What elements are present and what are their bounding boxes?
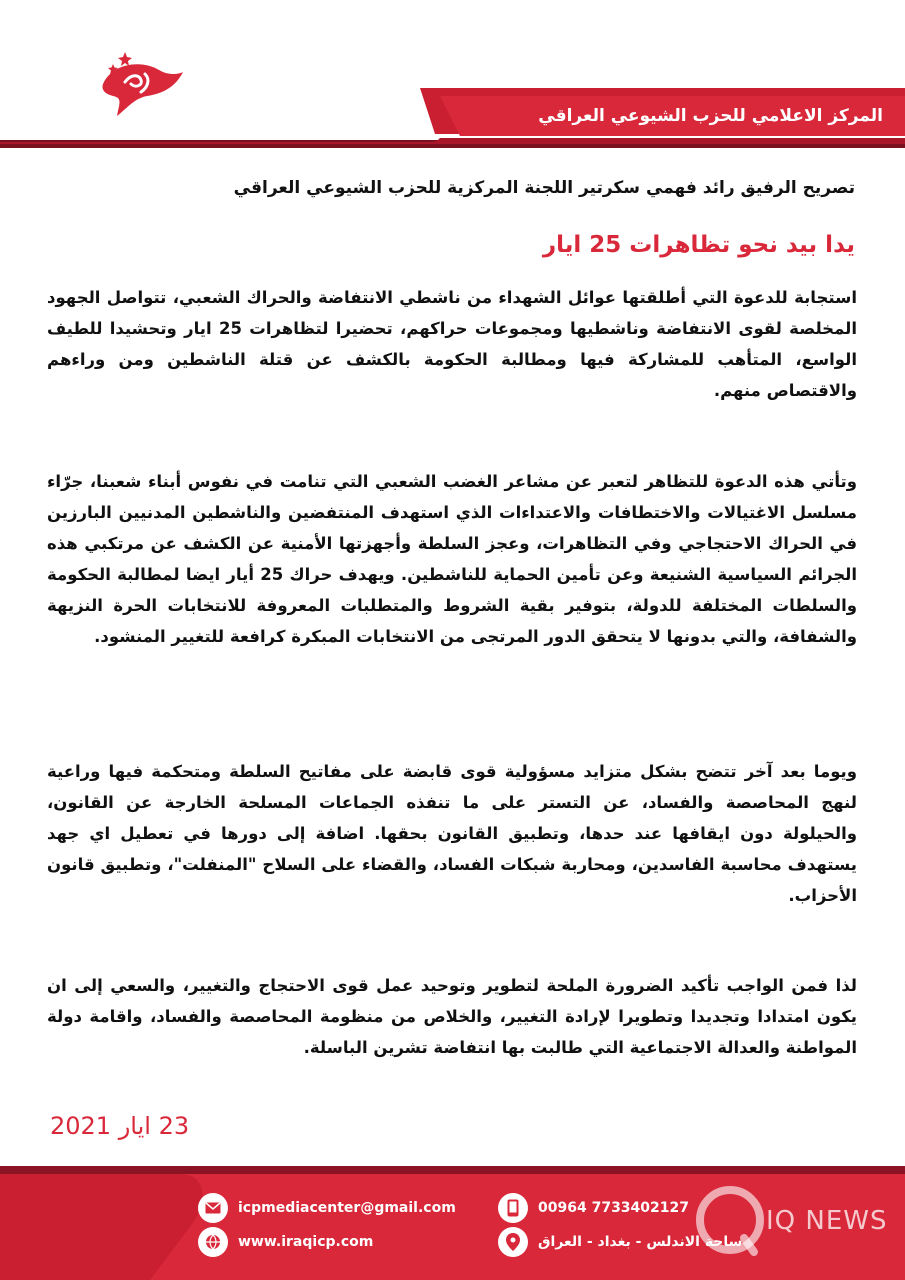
body-paragraph-3: ويوما بعد آخر تتضح بشكل متزايد مسؤولية قوى قابضة على مفاتيح السلطة ومتحكمة فيها وراعية لنهج المحاصصة والفساد، عن التستر على ما تنفذه الجماعات المسلحة الخارجة عن القانون، والحيلولة دون ايقافها عند حدها، وتطبيق القانون بحقها. اضافة إلى دورها في تعطيل اي جهد يستهدف محاسبة الفاسدين، ومحاربة شبكات الفساد، والقضاء على السلاح "المنفلت"، وتطبيق قانون الأحزاب. <box>47 762 857 905</box>
footer-phone[interactable] <box>498 1193 689 1223</box>
phone-icon <box>498 1193 528 1223</box>
statement-date: 23 ايار 2021 <box>50 1112 190 1140</box>
watermark-text: IQ NEWS <box>766 1206 888 1236</box>
location-pin-icon <box>498 1227 528 1257</box>
body-paragraph-4: لذا فمن الواجب تأكيد الضرورة الملحة لتطوير وتوحيد عمل قوى الاحتجاج والتغيير، والسعي إلى ان يكون امتدادا وتجديدا وتطويرا لإرادة التغيير، والخلاص من منظومة المحاصصة والفساد، واقامة دولة المواطنة والعدالة الاجتماعية التي طالبت بها انتفاضة تشرين الباسلة. <box>47 976 857 1057</box>
footer-address-text: ساحة الاندلس - بغداد - العراق <box>538 1234 743 1250</box>
headline: يدا بيد نحو تظاهرات 25 ايار <box>542 232 855 258</box>
header-title: المركز الاعلامي للحزب الشيوعي العراقي <box>538 106 883 126</box>
body-paragraph-1: استجابة للدعوة التي أطلقتها عوائل الشهداء من ناشطي الانتفاضة والحراك الشعبي، تتواصل الجهود المخلصة لقوى الانتفاضة وناشطيها ومجموعات حراكهم، تحضيرا لتظاهرات 25 ايار وتحشيدا للطيف الواسع، المتأهب للمشاركة فيها ومطالبة الحكومة بالكشف عن قتلة الناشطين ومن وراءهم والاقتصاص منهم. <box>47 288 857 400</box>
email-icon <box>198 1193 228 1223</box>
globe-icon <box>198 1227 228 1257</box>
footer-phone-text[interactable]: 00964 7733402127 <box>538 1200 689 1216</box>
footer-email-text[interactable]: icpmediacenter@gmail.com <box>238 1200 456 1216</box>
footer-website[interactable] <box>198 1227 373 1257</box>
body-paragraph-2: وتأتي هذه الدعوة للتظاهر لتعبر عن مشاعر الغضب الشعبي التي تنامت في نفوس أبناء شعبنا، جرّاء مسلسل الاغتيالات والاختطافات والاعتداءات الذي استهدف المنتفضين والناشطين المدنيين البارزين في الحراك الاحتجاجي وفي التظاهرات، وعجز السلطة وأجهزتها الأمنية عن الكشف عن مرتكبي هذه الجرائم السياسية الشنيعة وعن تأمين الحماية للناشطين. ويهدف حراك 25 أيار ايضا لمطالبة الحكومة والسلطات المختلفة للدولة، بتوفير بقية الشروط والمتطلبات المعروفة للانتخابات الحرة النزيهة والشفافة، والتي بدونها لا يتحقق الدور المرتجى من الانتخابات المبكرة كرافعة للتغيير المنشود. <box>47 472 857 646</box>
statement-intro: تصريح الرفيق رائد فهمي سكرتير اللجنة المركزية للحزب الشيوعي العراقي <box>233 178 855 198</box>
footer-website-text[interactable]: www.iraqicp.com <box>238 1234 374 1250</box>
footer-email[interactable] <box>198 1193 456 1223</box>
